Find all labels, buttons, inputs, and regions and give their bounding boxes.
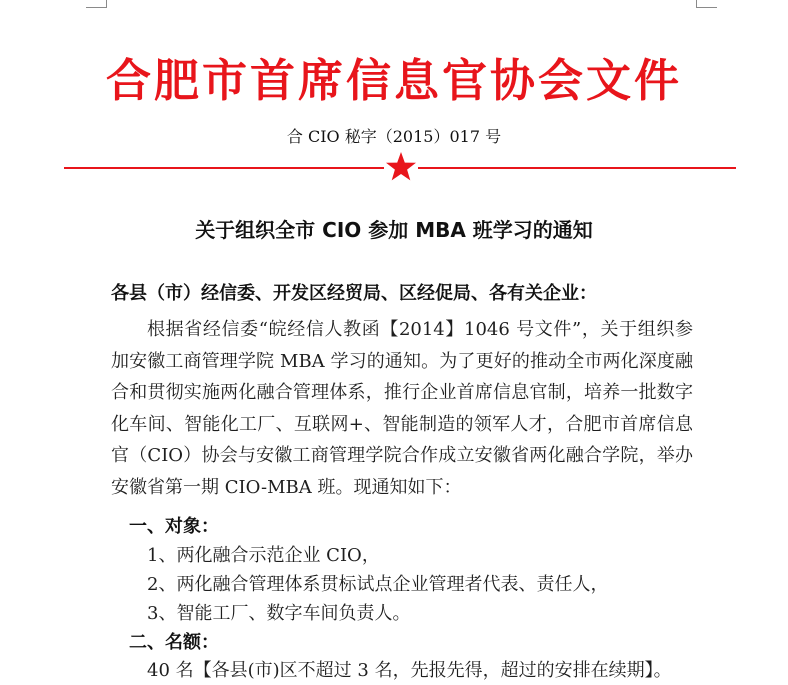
list-item: 3、智能工厂、数字车间负责人。	[147, 603, 411, 624]
quota-text: 40 名【各县(市)区不超过 3 名，先报先得，超过的安排在续期】。	[147, 660, 672, 681]
red-star-icon	[385, 151, 417, 183]
notice-title: 关于组织全市 CIO 参加 MBA 班学习的通知	[195, 218, 593, 242]
document-number: 合 CIO 秘字（2015）017 号	[286, 127, 502, 146]
section-heading-targets: 一、对象：	[129, 516, 219, 537]
org-title: 合肥市首席信息官协会文件	[105, 54, 682, 107]
body-paragraph: 根据省经信委“皖经信人教函【2014】1046 号文件”，关于组织参加安徽工商管理学院 MBA 学习的通知。为了更好的推动全市两化深度融合和贯彻实施两化融合管理体系，推行企业首席信息官制，培养一批数字化车间、智能化工厂、互联网+、智能制造的领军人才，合肥市首席信息官（CIO）协会与安徽工商管理学院合作成立安徽省两化融合学院，举办安徽省第一期 CIO-MBA 班。现通知如下：	[111, 319, 693, 498]
red-rule-right	[418, 167, 736, 169]
crop-mark-left	[86, 0, 107, 8]
crop-mark-right	[696, 0, 717, 8]
list-item: 1、两化融合示范企业 CIO，	[147, 545, 380, 566]
list-item: 2、两化融合管理体系贯标试点企业管理者代表、责任人，	[147, 574, 609, 595]
red-rule-left	[64, 167, 384, 169]
recipients-line: 各县（市）经信委、开发区经贸局、区经促局、各有关企业：	[111, 283, 597, 304]
section-heading-quota: 二、名额：	[129, 632, 219, 653]
